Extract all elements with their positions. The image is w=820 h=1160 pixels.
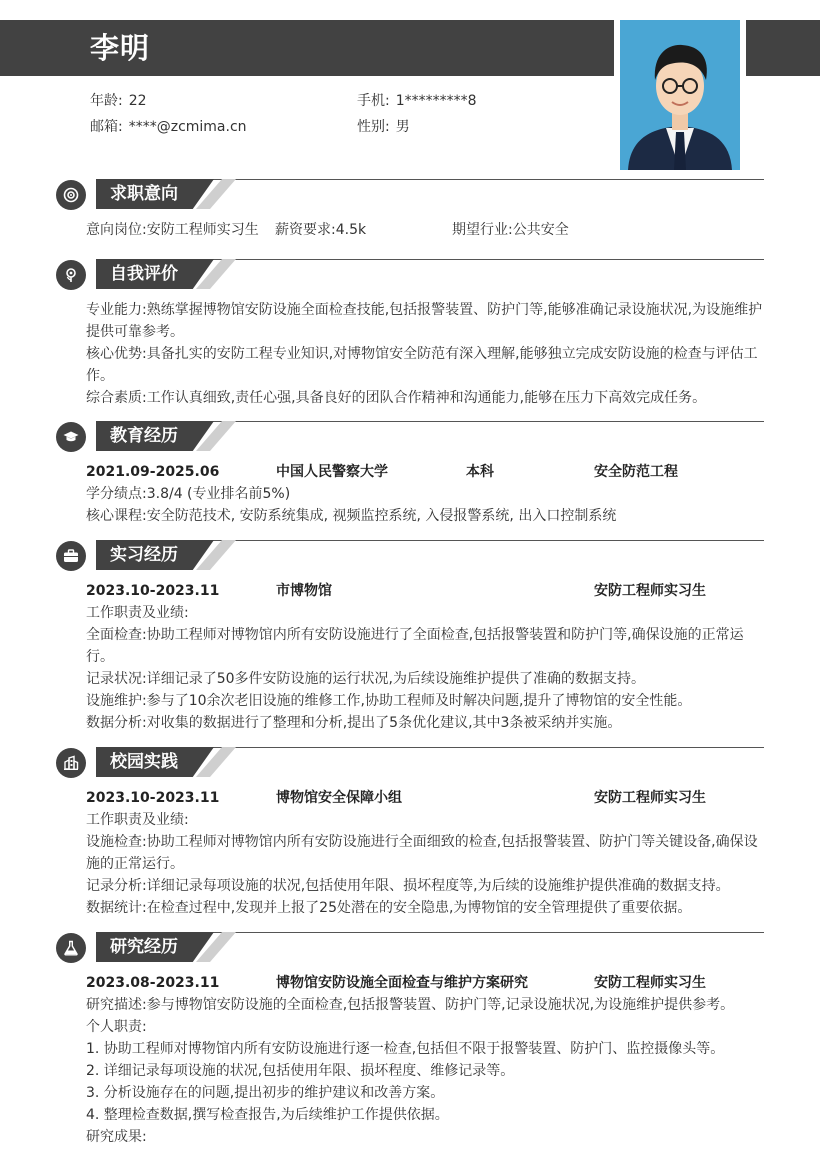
internship-body [56,572,764,734]
internship-line: 记录状况:详细记录了50多件安防设施的运行状况,为后续设施维护提供了准确的数据支持。 [86,671,645,687]
job-intent-body [56,211,764,241]
internship-org: 市博物馆 [276,583,332,599]
research-role: 安防工程师实习生 [594,975,706,991]
internship-section [56,540,764,734]
campus-line: 数据统计:在检查过程中,发现并上报了25处潜在的安全隐患,为博物馆的安全管理提供了重要依据。 [86,900,692,916]
phone-info [357,91,477,111]
section-header [56,179,764,211]
flask-icon [56,933,86,963]
research-line: 1. 协助工程师对博物馆内所有安防设施进行逐一检查,包括但不限于报警装置、防护门、监控摄像头等。 [86,1041,725,1057]
research-line: 2. 详细记录每项设施的状况,包括使用年限、损坏程度、维修记录等。 [86,1063,515,1079]
gender-label: 性别: [357,119,390,135]
flower-icon [56,260,86,290]
avatar [620,20,740,170]
section-title: 求职意向 [96,179,236,209]
self-evaluation-body [56,291,764,409]
internship-role: 安防工程师实习生 [594,583,706,599]
section-header [56,259,764,291]
research-section [56,932,764,1148]
age-label: 年龄: [90,93,123,109]
internship-line: 设施维护:参与了10余次老旧设施的维修工作,协助工程师及时解决问题,提升了博物馆的安全性能。 [86,693,692,709]
age-value: 22 [128,93,147,109]
campus-role: 安防工程师实习生 [594,790,706,806]
eval-line: 核心优势:具备扎实的安防工程专业知识,对博物馆安全防范有深入理解,能够独立完成安防设施的检查与评估工作。 [86,346,758,384]
education-line: 核心课程:安全防范技术, 安防系统集成, 视频监控系统, 入侵报警系统, 出入口控制系统 [86,508,617,524]
briefcase-icon [56,541,86,571]
campus-line: 记录分析:详细记录每项设施的状况,包括使用年限、损坏程度等,为后续的设施维护提供准确的数据支持。 [86,878,730,894]
research-line: 研究成果: [86,1129,147,1145]
section-header [56,540,764,572]
campus-practice-section [56,747,764,919]
research-line: 个人职责: [86,1019,147,1035]
building-icon [56,748,86,778]
email-value: ****@zcmima.cn [128,119,247,135]
graduation-cap-icon [56,422,86,452]
education-period: 2021.09-2025.06 [86,464,220,480]
research-line: 3. 分析设施存在的问题,提出初步的维护建议和改善方案。 [86,1085,445,1101]
research-project: 博物馆安防设施全面检查与维护方案研究 [276,975,528,991]
research-line: 4. 整理检查数据,撰写检查报告,为后续维护工作提供依据。 [86,1107,449,1123]
internship-row [86,580,764,602]
education-degree: 本科 [466,464,494,480]
section-header [56,932,764,964]
campus-line: 工作职责及业绩: [86,812,189,828]
internship-line: 全面检查:协助工程师对博物馆内所有安防设施进行了全面检查,包括报警装置和防护门等,确保设施的正常运行。 [86,627,744,665]
education-body [56,453,764,527]
eval-line: 专业能力:熟练掌握博物馆安防设施全面检查技能,包括报警装置、防护门等,能够准确记录设施状况,为设施维护提供可靠参考。 [86,302,763,340]
gender-info [357,117,410,137]
research-row [86,972,764,994]
campus-row [86,787,764,809]
internship-line: 数据分析:对收集的数据进行了整理和分析,提出了5条优化建议,其中3条被采纳并实施。 [86,715,622,731]
campus-line: 设施检查:协助工程师对博物馆内所有安防设施进行全面细致的检查,包括报警装置、防护门等关键设备,确保设施的正常运行。 [86,834,758,872]
phone-value: 1*********8 [395,93,477,109]
profile-photo [614,14,746,176]
target-icon [56,180,86,210]
intent-salary: 薪资要求:4.5k [275,222,367,238]
age-info [90,91,147,111]
campus-period: 2023.10-2023.11 [86,790,220,806]
education-section [56,421,764,527]
education-row [86,461,764,483]
section-title: 研究经历 [96,932,236,962]
education-major: 安全防范工程 [594,464,678,480]
phone-label: 手机: [357,93,390,109]
section-title: 自我评价 [96,259,236,289]
research-period: 2023.08-2023.11 [86,975,220,991]
section-header [56,747,764,779]
section-header [56,421,764,453]
section-title: 实习经历 [96,540,236,570]
internship-period: 2023.10-2023.11 [86,583,220,599]
intent-industry: 期望行业:公共安全 [452,222,569,238]
eval-line: 综合素质:工作认真细致,责任心强,具备良好的团队合作精神和沟通能力,能够在压力下高效完成任务。 [86,390,707,406]
intent-position: 意向岗位:安防工程师实习生 [86,222,259,238]
email-label: 邮箱: [90,119,123,135]
self-evaluation-section [56,259,764,409]
gender-value: 男 [395,119,410,135]
campus-org: 博物馆安全保障小组 [276,790,402,806]
job-intent-section [56,179,764,241]
campus-practice-body [56,779,764,919]
research-body [56,964,764,1148]
section-title: 教育经历 [96,421,236,451]
section-title: 校园实践 [96,747,236,777]
candidate-name: 李明 [90,31,151,65]
internship-line: 工作职责及业绩: [86,605,189,621]
education-line: 学分绩点:3.8/4 (专业排名前5%) [86,486,291,502]
education-school: 中国人民警察大学 [276,464,388,480]
email-info [90,117,247,137]
research-line: 研究描述:参与博物馆安防设施的全面检查,包括报警装置、防护门等,记录设施状况,为设施维护提供参考。 [86,997,735,1013]
